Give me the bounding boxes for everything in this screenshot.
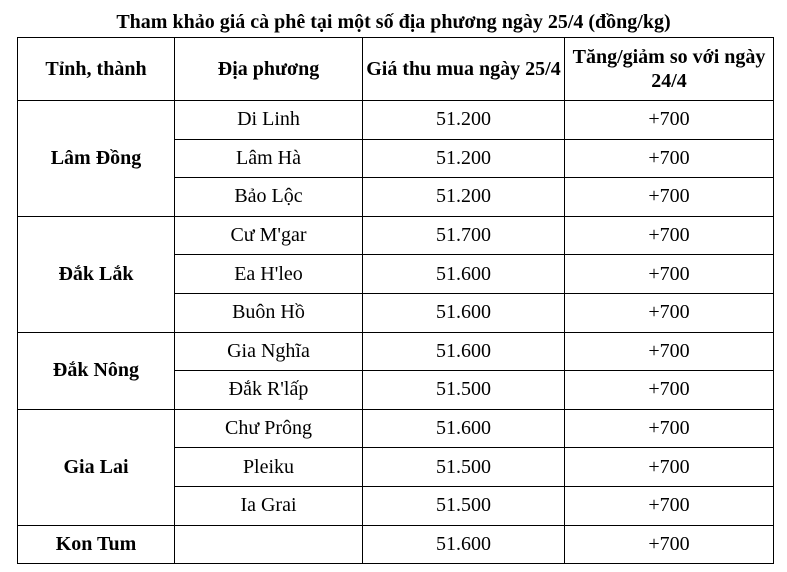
change-cell: +700 bbox=[565, 178, 774, 217]
table-row bbox=[18, 409, 774, 448]
province-cell: Gia Lai bbox=[18, 409, 175, 525]
header-locality: Địa phương bbox=[175, 38, 363, 101]
change-cell: +700 bbox=[565, 448, 774, 487]
locality-cell: Bảo Lộc bbox=[175, 178, 363, 217]
price-cell: 51.600 bbox=[363, 409, 565, 448]
locality-cell: Đắk R'lấp bbox=[175, 371, 363, 410]
table-row bbox=[18, 332, 774, 371]
change-cell: +700 bbox=[565, 255, 774, 294]
change-cell: +700 bbox=[565, 293, 774, 332]
locality-cell: Di Linh bbox=[175, 101, 363, 140]
price-cell: 51.600 bbox=[363, 525, 565, 564]
change-cell: +700 bbox=[565, 216, 774, 255]
price-cell: 51.600 bbox=[363, 255, 565, 294]
table-row bbox=[18, 216, 774, 255]
locality-cell: Buôn Hồ bbox=[175, 293, 363, 332]
locality-cell: Ea H'leo bbox=[175, 255, 363, 294]
change-cell: +700 bbox=[565, 139, 774, 178]
change-cell: +700 bbox=[565, 332, 774, 371]
province-cell: Đắk Lắk bbox=[18, 216, 175, 332]
header-province: Tỉnh, thành bbox=[18, 38, 175, 101]
change-cell: +700 bbox=[565, 486, 774, 525]
change-cell: +700 bbox=[565, 409, 774, 448]
locality-cell: Cư M'gar bbox=[175, 216, 363, 255]
price-cell: 51.500 bbox=[363, 371, 565, 410]
price-cell: 51.200 bbox=[363, 139, 565, 178]
table-title: Tham khảo giá cà phê tại một số địa phương ngày 25/4 (đồng/kg) bbox=[116, 11, 671, 33]
header-row bbox=[18, 38, 774, 101]
locality-cell: Gia Nghĩa bbox=[175, 332, 363, 371]
coffee-price-table bbox=[17, 37, 774, 564]
price-cell: 51.500 bbox=[363, 448, 565, 487]
locality-cell: Lâm Hà bbox=[175, 139, 363, 178]
price-cell: 51.500 bbox=[363, 486, 565, 525]
change-cell: +700 bbox=[565, 101, 774, 140]
price-cell: 51.200 bbox=[363, 178, 565, 217]
price-cell: 51.700 bbox=[363, 216, 565, 255]
price-cell: 51.600 bbox=[363, 293, 565, 332]
table-row bbox=[18, 101, 774, 140]
province-cell: Lâm Đồng bbox=[18, 101, 175, 217]
change-cell: +700 bbox=[565, 371, 774, 410]
province-cell: Đắk Nông bbox=[18, 332, 175, 409]
price-cell: 51.200 bbox=[363, 101, 565, 140]
header-price: Giá thu mua ngày 25/4 bbox=[363, 38, 565, 101]
price-cell: 51.600 bbox=[363, 332, 565, 371]
change-cell: +700 bbox=[565, 525, 774, 564]
table-row bbox=[18, 525, 774, 564]
locality-cell: Chư Prông bbox=[175, 409, 363, 448]
locality-cell: Ia Grai bbox=[175, 486, 363, 525]
locality-cell: Pleiku bbox=[175, 448, 363, 487]
locality-cell bbox=[175, 525, 363, 564]
header-change: Tăng/giảm so với ngày 24/4 bbox=[565, 38, 774, 101]
province-cell: Kon Tum bbox=[18, 525, 175, 564]
